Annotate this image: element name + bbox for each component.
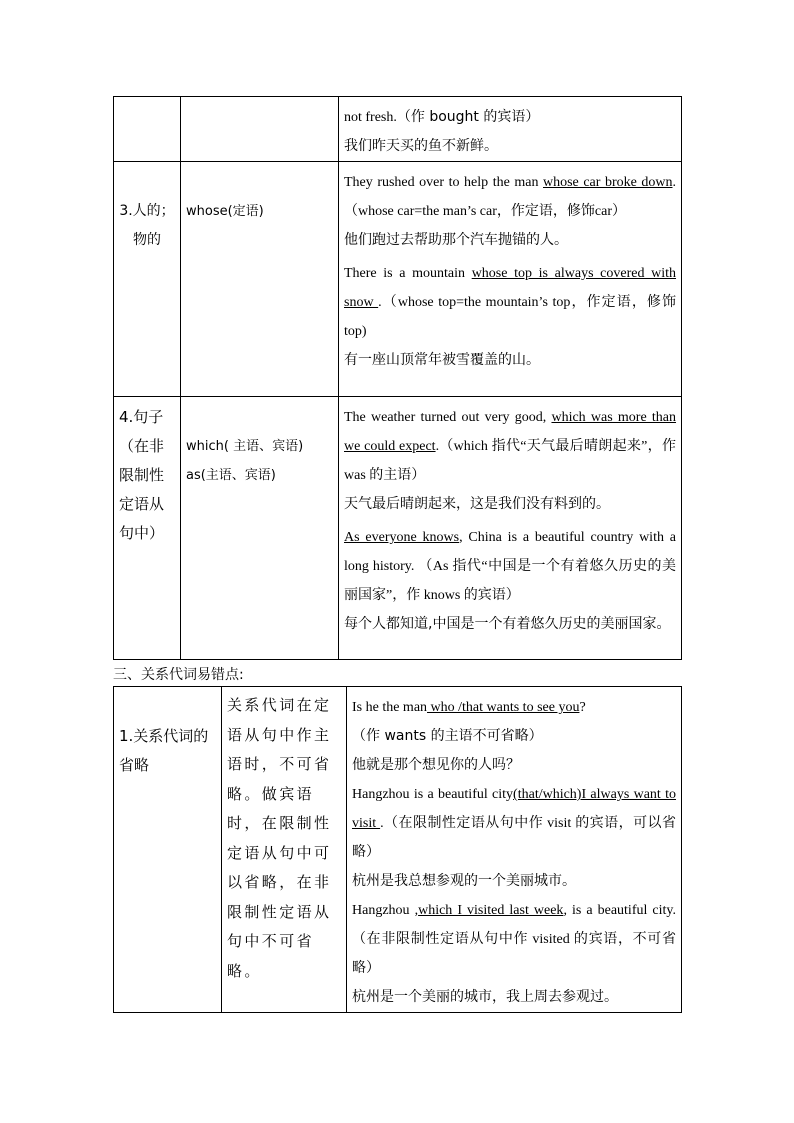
example-cell [347, 687, 682, 1013]
row-label-line: 3.人的； [119, 203, 175, 219]
example-en: The weather turned out very good, which was more than we could expect.（which 指代“天气最后晴朗起来”，作 was 的主语） [344, 410, 677, 483]
example-translation: 我们昨天买的鱼不新鲜。 [344, 138, 498, 154]
example-en: They rushed over to help the man whose car broke down. （whose car=the man’s car，作定语，修饰car） [344, 175, 676, 219]
example-note: （作 bought 的宾语） [396, 109, 540, 125]
example-en: Is he the man who /that wants to see you? [352, 700, 586, 715]
pronoun-cell [181, 397, 339, 660]
underlined-clause: whose car broke down [543, 175, 673, 190]
example-cell [339, 162, 682, 397]
section-heading: 三、关系代词易错点: [113, 667, 244, 683]
pronoun-label: which( 主语、宾语) [186, 439, 304, 454]
pronoun-label: as(主语、宾语) [186, 468, 276, 483]
example-cell [339, 397, 682, 660]
example-en: not fresh. [344, 110, 397, 125]
example-translation: 天气最后晴朗起来，这是我们没有料到的。 [344, 496, 610, 512]
table-row [114, 97, 682, 162]
example-translation: 杭州是一个美丽的城市，我上周去参观过。 [352, 989, 618, 1005]
pronoun-label: whose(定语) [186, 204, 264, 219]
example-translation: 他就是那个想见你的人吗？ [352, 757, 520, 773]
example-en: Hangzhou is a beautiful city(that/which)I always want to visit .（在限制性定语从句中作 visit 的宾语，可以省略） [352, 787, 677, 860]
row-label-cell [114, 687, 222, 1013]
row-label: 1.关系代词的省略 [119, 727, 209, 774]
example-translation: 杭州是我总想参观的一个美丽城市。 [352, 873, 576, 889]
underlined-clause: (that/which)I always want to visit [352, 787, 677, 831]
row-label-line: 定语从 [119, 495, 165, 513]
row-label-line: 4.句子 [119, 408, 164, 426]
row-label-line: （在非 [119, 437, 165, 455]
underlined-clause: As everyone knows [344, 530, 460, 545]
example-translation: 有一座山顶常年被雪覆盖的山。 [344, 352, 540, 368]
example-en: Hangzhou ,which I visited last week, is a beautiful city. （在非限制性定语从句中作 visited 的宾语，不可省略） [352, 903, 676, 976]
example-cell [339, 97, 682, 162]
row-label-cell [114, 97, 181, 162]
underlined-clause: which I visited last week [418, 903, 564, 918]
row-label-cell [114, 162, 181, 397]
example-translation: 他们跑过去帮助那个汽车抛锚的人。 [344, 232, 568, 248]
table-row [114, 162, 682, 397]
row-label-cell [114, 397, 181, 660]
underlined-clause: whose top is always covered with snow [344, 266, 677, 310]
rule-text: 关系代词在定语从句中作主语时，不可省略。做宾语时，在限制性定语从句中可以省略，在非限制性定语从句中不可省略。 [227, 696, 332, 980]
rule-cell [222, 687, 347, 1013]
table-row [114, 397, 682, 660]
relative-pronoun-errors-table [113, 686, 682, 1013]
pronoun-cell [181, 162, 339, 397]
row-label-line: 限制性 [119, 466, 165, 484]
underlined-clause: who /that wants to see you [427, 700, 580, 715]
example-en: There is a mountain whose top is always covered with snow .（whose top=the mountain’s top，作定语，修饰 top) [344, 266, 677, 339]
row-label-line: 句中） [119, 524, 165, 542]
underlined-clause: which was more than we could expect [344, 410, 677, 454]
example-en: As everyone knows, China is a beautiful country with a long history. （As 指代“中国是一个有着悠久历史的美丽国家”，作 knows 的宾语） [344, 530, 676, 603]
example-note: （作 wants 的主语不可省略） [352, 728, 543, 744]
pronoun-cell [181, 97, 339, 162]
row-label-line: 物的 [133, 232, 161, 248]
table-row [114, 687, 682, 1013]
example-translation: 每个人都知道,中国是一个有着悠久历史的美丽国家。 [344, 616, 671, 632]
relative-pronoun-table [113, 96, 682, 660]
